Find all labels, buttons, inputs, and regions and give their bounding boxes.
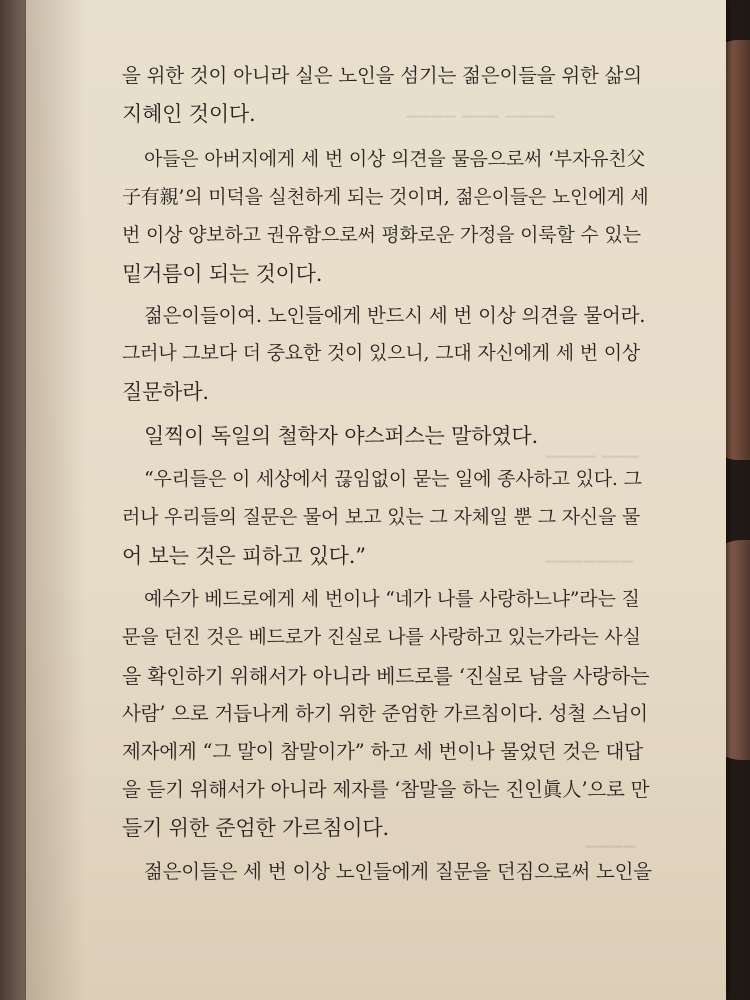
text-line: 질문하라.: [122, 380, 209, 404]
text-line: 을 듣기 위해서가 아니라 제자를 ‘참말을 하는 진인眞人’으로 만: [122, 778, 650, 801]
text-line: 그러나 그보다 더 중요한 것이 있으니, 그대 자신에게 세 번 이상: [122, 342, 641, 364]
text-line: “우리들은 이 세상에서 끊임없이 묻는 일에 종사하고 있다. 그: [144, 468, 642, 490]
text-line: 지혜인 것이다.: [122, 102, 256, 126]
text-line: 번 이상 양보하고 권유함으로써 평화로운 가정을 이룩할 수 있는: [122, 224, 641, 246]
text-line: 어 보는 것은 피하고 있다.”: [122, 544, 366, 568]
text-line: 子有親’의 미덕을 실천하게 되는 것이며, 젊은이들은 노인에게 세: [122, 186, 649, 208]
text-line: 아들은 아버지에게 세 번 이상 의견을 물음으로써 ‘부자유친父: [144, 148, 646, 170]
show-through-text: ▁▁▁▁: [586, 830, 637, 848]
text-line: 예수가 베드로에게 세 번이나 “네가 나를 사랑하느냐”라는 질: [144, 588, 640, 610]
text-line: 밑거름이 되는 것이다.: [122, 262, 323, 286]
show-through-text: ▁▁▁▁ ▁▁▁: [546, 440, 640, 458]
text-line: 러나 우리들의 질문은 물어 보고 있는 그 자체일 뿐 그 자신을 물: [122, 506, 641, 528]
page-gutter-shadow: [26, 0, 86, 1000]
text-line: 젊은이들은 세 번 이상 노인들에게 질문을 던짐으로써 노인을: [144, 860, 652, 883]
text-line: 문을 던진 것은 베드로가 진실로 나를 사랑하고 있는가라는 사실: [122, 626, 641, 648]
book-page: [26, 0, 726, 1000]
text-line: 일찍이 독일의 철학자 야스퍼스는 말하였다.: [144, 424, 538, 448]
show-through-text: ▁▁▁▁▁▁▁: [546, 545, 634, 563]
text-line: 젊은이들이여. 노인들에게 반드시 세 번 이상 의견을 물어라.: [144, 304, 646, 327]
text-line: 들기 위한 준엄한 가르침이다.: [122, 816, 389, 840]
show-through-text: ▁▁▁▁ ▁▁▁ ▁▁▁▁: [406, 100, 556, 118]
text-line: 을 확인하기 위해서가 아니라 베드로를 ‘진실로 남을 사랑하는: [122, 664, 650, 688]
text-line: 제자에게 “그 말이 참말이가” 하고 세 번이나 물었던 것은 대답: [122, 740, 643, 763]
text-line: 을 위한 것이 아니라 실은 노인을 섬기는 젊은이들을 위한 삶의: [122, 64, 642, 87]
text-line: 사람’ 으로 거듭나게 하기 위한 준엄한 가르침이다. 성철 스님이: [122, 702, 648, 725]
